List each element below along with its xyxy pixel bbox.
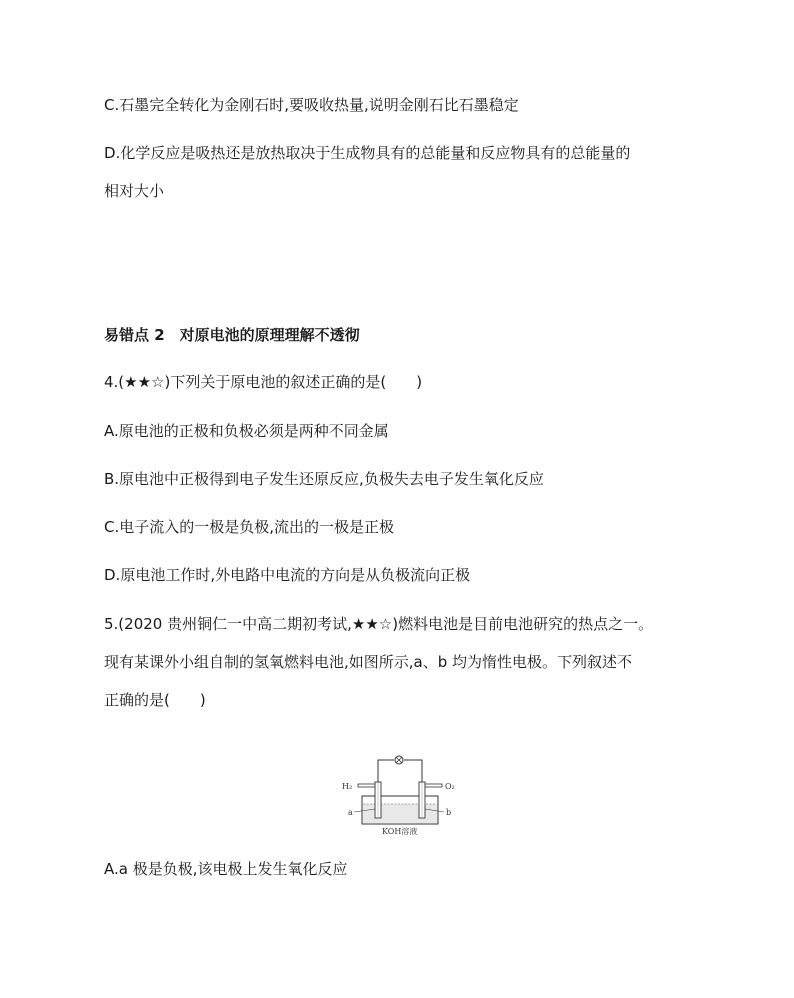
question-4-stem: 4.(★★☆)下列关于原电池的叙述正确的是( ) [104, 373, 423, 391]
o2-inlet [425, 784, 442, 787]
option-4b: B.原电池中正极得到电子发生还原反应,负极失去电子发生氧化反应 [104, 470, 544, 488]
question-5-stem-line1: 5.(2020 贵州铜仁一中高二期初考试,★★☆)燃料电池是目前电池研究的热点之一。 [104, 615, 654, 633]
label-o2: O₂ [445, 782, 455, 791]
question-5-stem-line3: 正确的是( ) [104, 691, 206, 709]
option-5a: A.a 极是负极,该电极上发生氧化反应 [104, 860, 348, 878]
bulb-icon [395, 756, 403, 764]
label-b: b [446, 808, 452, 817]
h2-inlet [358, 784, 375, 787]
option-4a: A.原电池的正极和负极必须是两种不同金属 [104, 422, 389, 440]
option-4d: D.原电池工作时,外电路中电流的方向是从负极流向正极 [104, 566, 471, 584]
figure-caption: KOH溶液 [382, 827, 418, 836]
question-5-stem-line2: 现有某课外小组自制的氢氧燃料电池,如图所示,a、b 均为惰性电极。下列叙述不 [104, 653, 633, 671]
fuel-cell-svg [330, 752, 470, 836]
option-3d-line2: 相对大小 [104, 182, 165, 200]
fuel-cell-diagram [330, 752, 470, 836]
option-3c: C.石墨完全转化为金刚石时,要吸收热量,说明金刚石比石墨稳定 [104, 96, 519, 114]
option-4c: C.电子流入的一极是负极,流出的一极是正极 [104, 518, 395, 536]
label-a: a [348, 808, 353, 817]
section-heading: 易错点 2 对原电池的原理理解不透彻 [104, 326, 360, 344]
label-h2: H₂ [342, 782, 353, 791]
option-3d-line1: D.化学反应是吸热还是放热取决于生成物具有的总能量和反应物具有的总能量的 [104, 144, 631, 162]
koh-solution [363, 804, 437, 823]
